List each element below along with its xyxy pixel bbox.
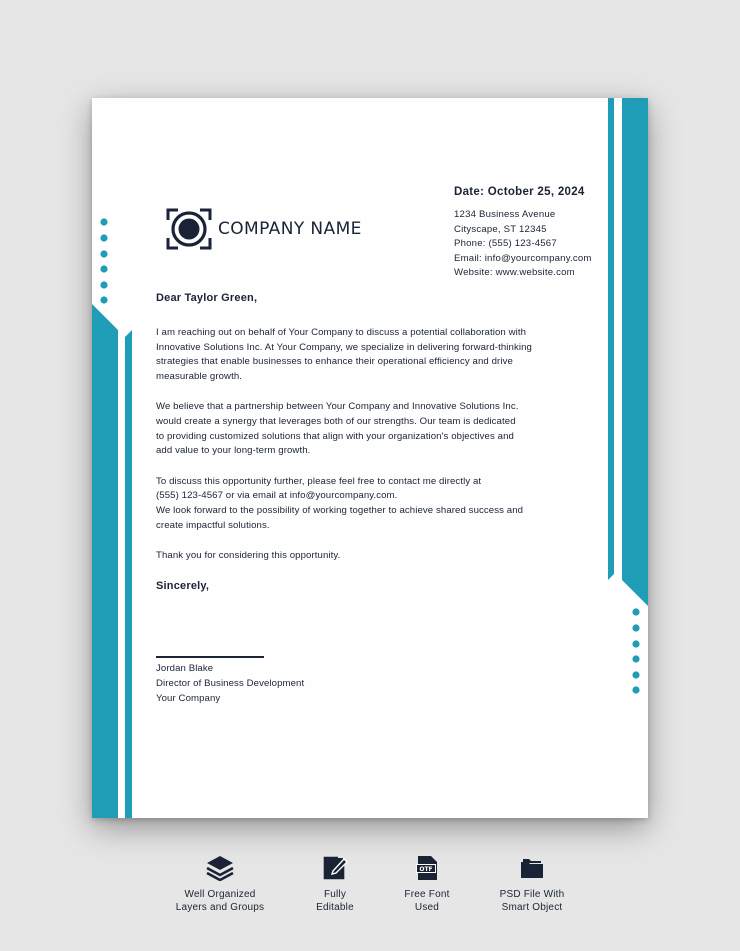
right-accent-stripe [608,98,614,580]
letterhead-page [92,98,648,818]
paragraph-4: Thank you for considering this opportunity. [156,550,341,562]
paragraph-line: I am reaching out on behalf of Your Company to discuss a potential collaboration with [156,327,527,338]
paragraph-line: to providing customized solutions that align with your organization's objectives and [156,430,514,442]
paragraph-line: add value to your long-term growth. [156,445,311,457]
left-accent-band [92,304,118,818]
paragraph-line: strategies that enable businesses to enhance their operational efficiency and drive [156,356,513,368]
signature-block [156,662,304,706]
feature-label: Smart Object [501,902,563,913]
feature-list [0,855,740,925]
svg-text:OTF: OTF [419,866,433,873]
paragraph-line: would create a synergy that leverages both of our strengths. Our team is dedicated [156,415,516,427]
letter-body [156,292,576,592]
camera-lens-logo-icon [166,208,212,250]
feature-label: Layers and Groups [175,902,265,913]
feature-label: Well Organized [184,889,256,900]
otf-font-icon [415,855,439,881]
paragraph-line: We believe that a partnership between Your Company and Innovative Solutions Inc. [156,401,519,413]
signer-company: Your Company [156,692,221,704]
address-line-2: Cityscape, ST 12345 [454,223,547,235]
right-dots [632,608,639,693]
letter-date: Date: October 25, 2024 [454,186,585,198]
paragraph-line: To discuss this opportunity further, please feel free to contact me directly at [156,475,482,487]
paragraph-line: measurable growth. [156,370,243,382]
paragraph-line: create impactful solutions. [156,519,270,531]
feature-label: Fully [323,889,347,900]
left-accent-stripe [125,330,132,818]
feature-layers [160,855,280,913]
left-dots [100,218,107,303]
company-name: COMPANY NAME [218,219,362,239]
feature-psd [472,855,592,913]
phone-line: Phone: (555) 123-4567 [454,238,557,250]
feature-label: Editable [316,902,354,913]
right-accent-band [622,98,648,606]
company-logo [166,208,362,250]
paragraph-line: Innovative Solutions Inc. At Your Company, we specialize in delivering forward-thinking [156,341,532,353]
folder-icon [519,855,545,881]
email-line: Email: info@yourcompany.com [454,252,592,264]
paragraph-3 [156,475,576,533]
signature-line [156,656,264,658]
feature-font [367,855,487,913]
paragraph-line: (555) 123-4567 or via email at info@yourcompany.com. [156,490,398,502]
paragraph-1 [156,326,576,384]
closing: Sincerely, [156,579,210,592]
edit-icon [322,855,348,881]
feature-label: PSD File With [499,889,565,900]
address-line-1: 1234 Business Avenue [454,209,556,220]
signer-name: Jordan Blake [156,663,214,674]
contact-block [454,186,592,281]
feature-label: Used [414,902,440,913]
greeting: Dear Taylor Green, [156,292,258,304]
paragraph-2 [156,400,576,458]
signer-title: Director of Business Development [156,677,305,689]
layers-icon [206,855,234,881]
feature-label: Free Font [404,889,450,900]
website-line: Website: www.website.com [454,267,575,279]
paragraph-line: We look forward to the possibility of working together to achieve shared success and [156,504,524,516]
